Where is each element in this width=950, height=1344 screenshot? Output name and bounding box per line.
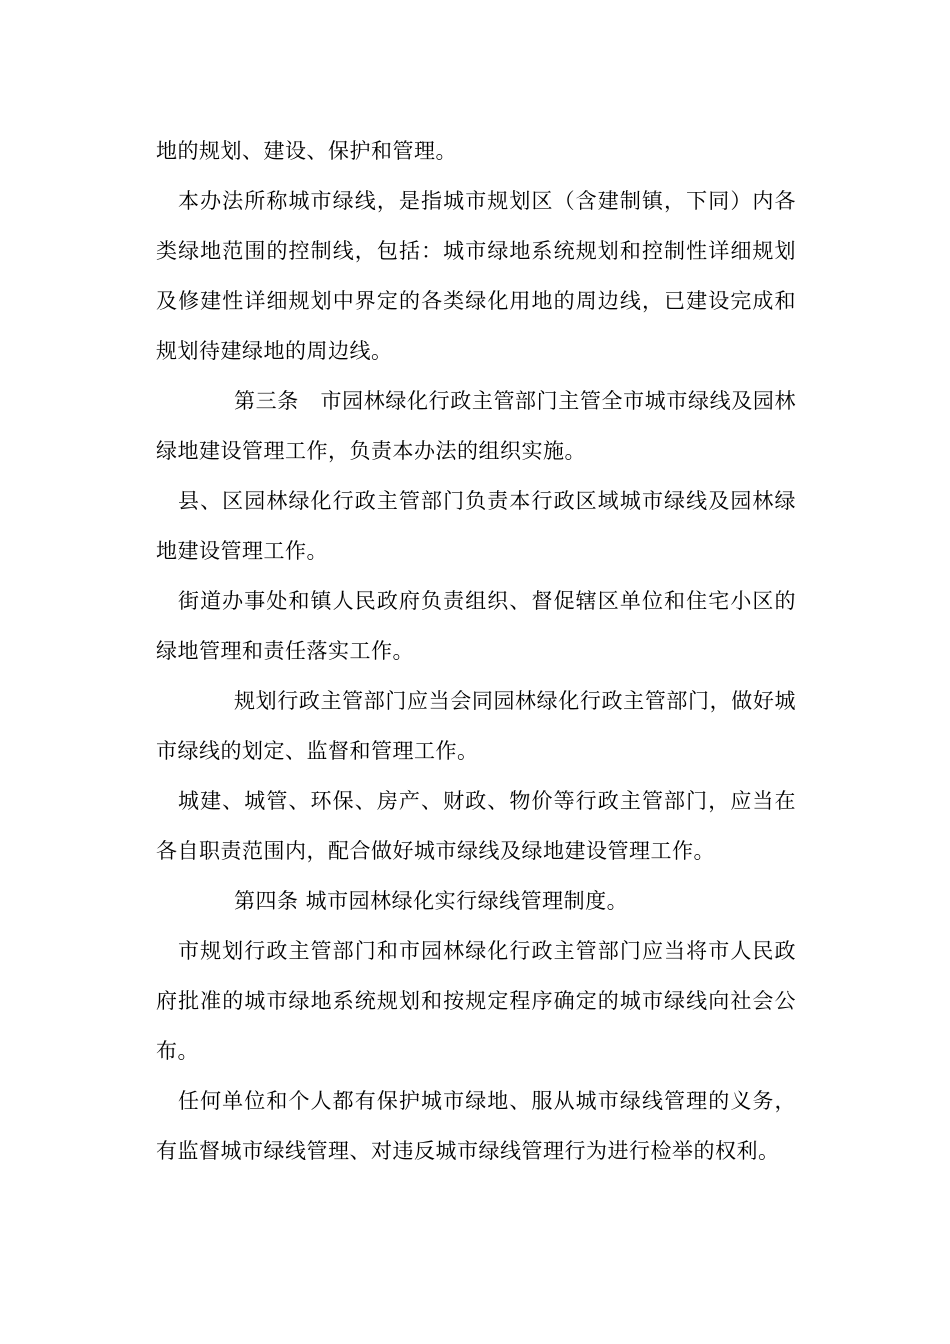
- paragraph-street-office: 街道办事处和镇人民政府负责组织、督促辖区单位和住宅小区的绿地管理和责任落实工作。: [156, 589, 796, 663]
- paragraph-publication: 市规划行政主管部门和市园林绿化行政主管部门应当将市人民政府批准的城市绿地系统规划和按规定程序确定的城市绿线向社会公布。: [156, 939, 796, 1063]
- paragraph-other-departments: 城建、城管、环保、房产、财政、物价等行政主管部门，应当在各自职责范围内，配合做好城市绿线及绿地建设管理工作。: [156, 789, 796, 863]
- paragraph-county-district: 县、区园林绿化行政主管部门负责本行政区域城市绿线及园林绿地建设管理工作。: [156, 489, 796, 563]
- document-body: [156, 126, 796, 1176]
- paragraph-obligations-rights: 任何单位和个人都有保护城市绿地、服从城市绿线管理的义务，有监督城市绿线管理、对违反城市绿线管理行为进行检举的权利。: [156, 1089, 796, 1163]
- paragraph-planning-department: 规划行政主管部门应当会同园林绿化行政主管部门，做好城市绿线的划定、监督和管理工作。: [156, 689, 796, 763]
- paragraph-continuation: 地的规划、建设、保护和管理。: [156, 139, 457, 163]
- paragraph-article-4: 第四条 城市园林绿化实行绿线管理制度。: [234, 889, 629, 913]
- paragraph-article-3: 第三条 市园林绿化行政主管部门主管全市城市绿线及园林绿地建设管理工作，负责本办法的组织实施。: [156, 389, 796, 463]
- paragraph-green-line-definition: 本办法所称城市绿线，是指城市规划区（含建制镇，下同）内各类绿地范围的控制线，包括：城市绿地系统规划和控制性详细规划及修建性详细规划中界定的各类绿化用地的周边线，已建设完成和规划待建绿地的周边线。: [156, 189, 796, 363]
